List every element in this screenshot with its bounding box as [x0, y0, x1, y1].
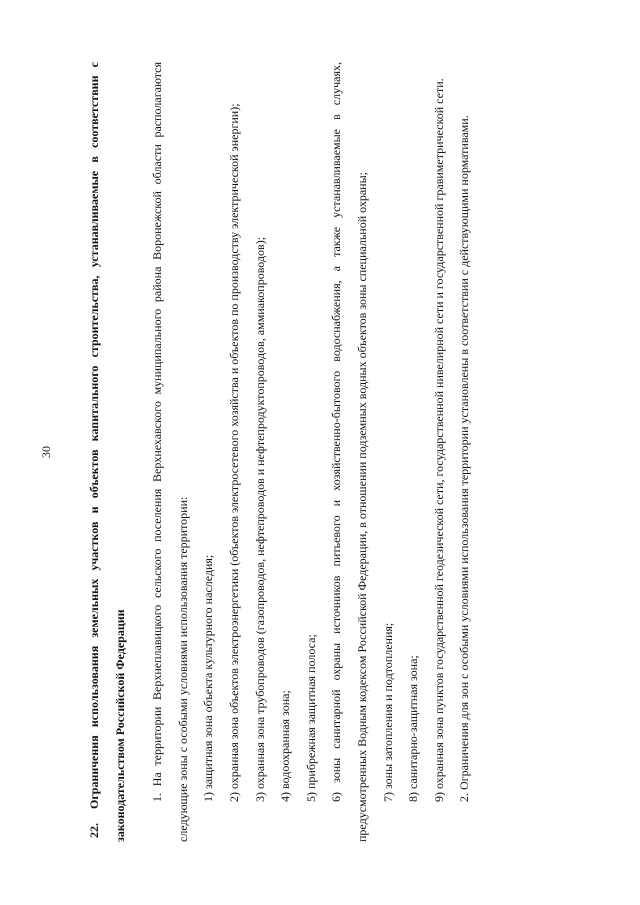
- list-item: 1) защитная зона объекта культурного наследия;: [201, 554, 216, 802]
- list-item: 8) санитарно-защитная зона;: [406, 655, 421, 802]
- list-item: 2) охранная зона объектов электроэнергетики (объектов электросетевого хозяйства и объектов по производству электрической энергии);: [226, 103, 241, 802]
- paragraph-1: 1. На территории Верхнеплавицкого сельского поселения Верхнехавского муниципального района Воронежской области располагаются следующие зоны с особыми условиями использования территории:: [150, 62, 190, 842]
- section-number: 22.: [87, 823, 101, 838]
- document-body: [82, 62, 552, 842]
- section-title: Ограничения использования земельных участков и объектов капитального строительства, устанавливаемые в соответствии с законодательством Российской Федерации: [87, 62, 127, 842]
- section-heading: [82, 62, 133, 842]
- paragraph-2: 2. Ограничения для зон с особыми условиями использования территории установлены в соответствии с действующими нормативами.: [457, 115, 472, 802]
- list-item: 6) зоны санитарной охраны источников питьевого и хозяйственно-бытового водоснабжения, а также устанавливаемые в случаях, предусмотренных Водным кодексом Российской Федерации, в отношении подземных водных объектов зоны специальной охраны;: [329, 62, 369, 842]
- list-item: 4) водоохранная зона;: [278, 690, 293, 802]
- list-item: 7) зоны затопления и подтопления;: [380, 622, 395, 802]
- list-item: 3) охранная зона трубопроводов (газопроводов, нефтепроводов и нефтепродуктопроводов, аммиакопроводов);: [252, 236, 267, 802]
- list-item: 5) прибрежная защитная полоса;: [303, 634, 318, 802]
- list-item: 9) охранная зона пунктов государственной геодезической сети, государственной нивелирной сети и государственной гравиметрической сети.: [431, 78, 446, 802]
- page-number: 30: [39, 446, 53, 458]
